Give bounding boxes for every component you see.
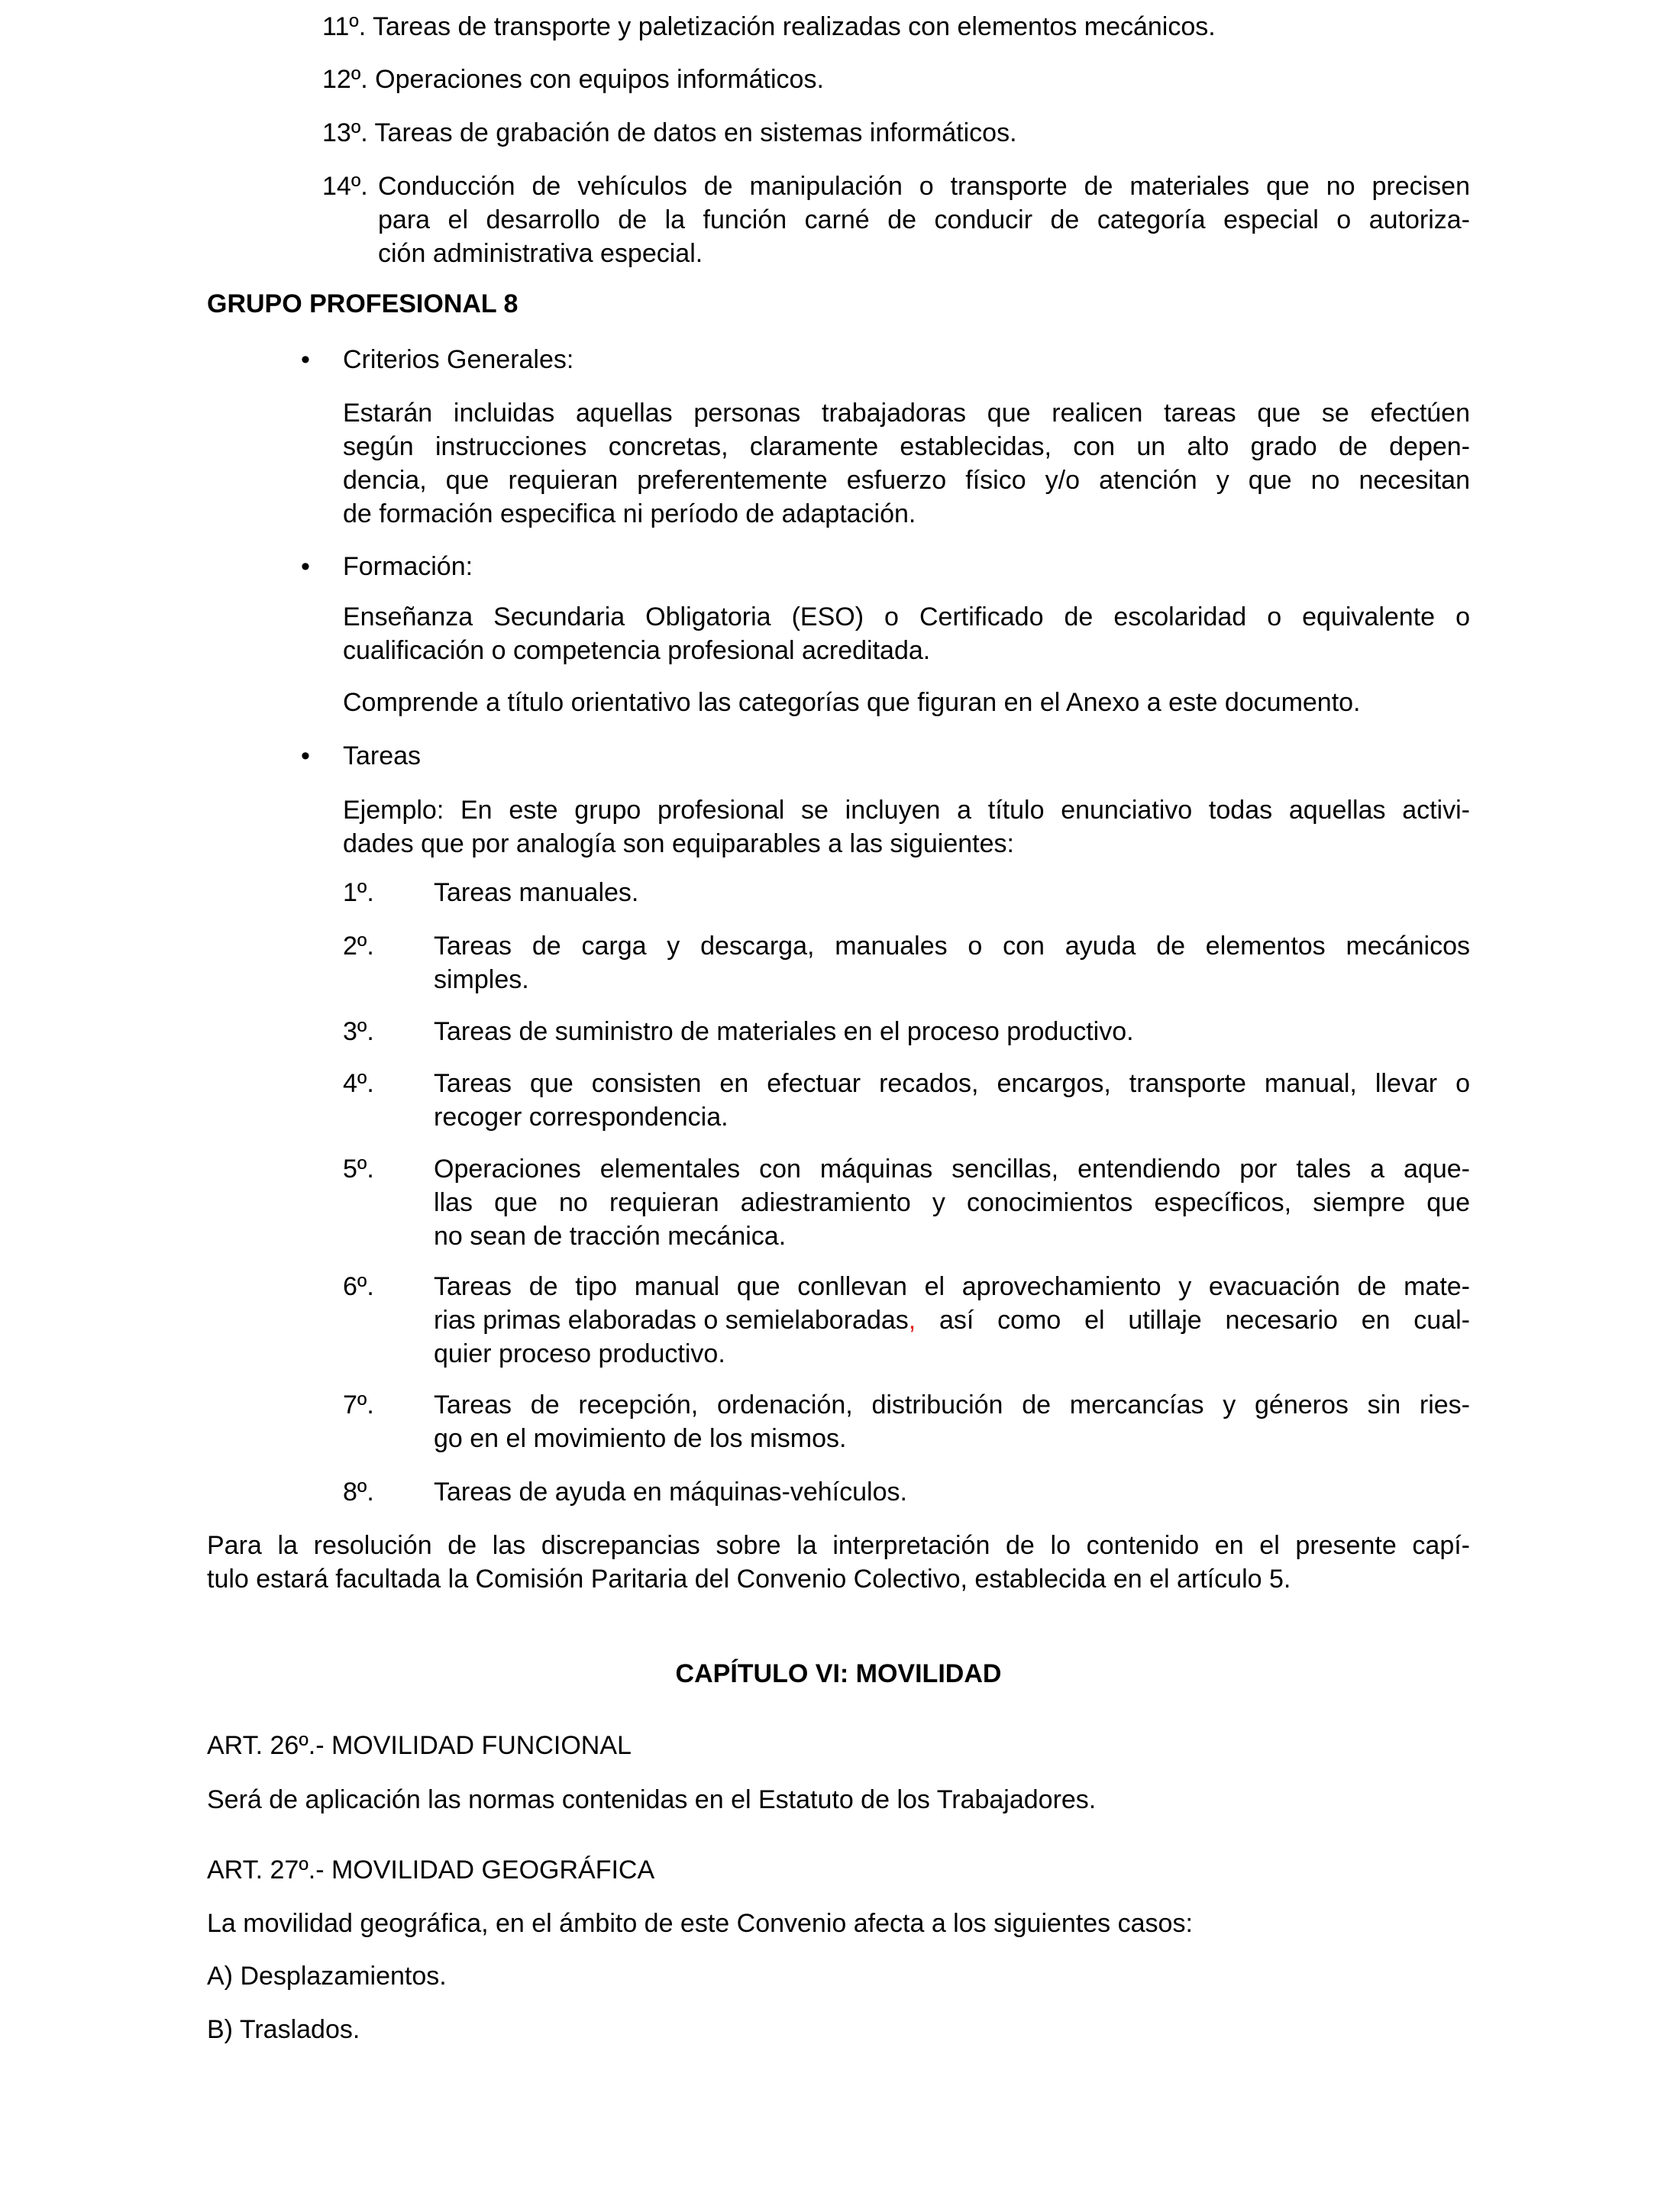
task-item <box>343 1388 1470 1455</box>
bullet-label: Tareas <box>343 741 422 770</box>
case-a: A) Desplazamientos. <box>207 1962 447 1991</box>
item-text-line <box>434 1303 1470 1337</box>
text-line: Estarán incluidas aquellas personas trabajadoras que realicen tareas que se efectúen <box>343 399 1470 428</box>
tareas-intro <box>343 793 1470 861</box>
item-text-line: Tareas de suministro de materiales en el proceso productivo. <box>434 1017 1134 1046</box>
formacion-paragraph <box>343 600 1470 667</box>
item-number: 4º. <box>343 1069 374 1098</box>
item-number: 6º. <box>343 1272 374 1301</box>
article-27-title: ART. 27º.- MOVILIDAD GEOGRÁFICA <box>207 1855 655 1885</box>
text-line: tulo estará facultada la Comisión Paritaria del Convenio Colectivo, establecida en el artículo 5. <box>207 1565 1291 1594</box>
item-text-line: no sean de tracción mecánica. <box>434 1222 787 1251</box>
item-text-line: Tareas de carga y descarga, manuales o con ayuda de elementos mecánicos <box>434 932 1470 961</box>
item-text-line: para el desarrollo de la función carné de conducir de categoría especial o autoriza- <box>378 205 1470 234</box>
task-item <box>343 1015 1470 1048</box>
list-item <box>322 170 1470 270</box>
task-item <box>343 929 1470 996</box>
item-number: 1º. <box>343 878 374 907</box>
item-text-line: Operaciones elementales con máquinas sencillas, entendiendo por tales a aque- <box>434 1155 1470 1184</box>
item-text-line: go en el movimiento de los mismos. <box>434 1424 847 1453</box>
case-b: B) Traslados. <box>207 2015 360 2044</box>
text-line: según instrucciones concretas, claramente establecidas, con un alto grado de depen- <box>343 432 1470 461</box>
group-heading: GRUPO PROFESIONAL 8 <box>207 289 519 318</box>
text-segment: rias primas elaboradas o semielaboradas <box>434 1306 909 1335</box>
bullet-label: Formación: <box>343 552 473 581</box>
bullet-icon: • <box>301 741 310 770</box>
item-text-line: Conducción de vehículos de manipulación o transporte de materiales que no precisen <box>378 172 1470 201</box>
task-item <box>343 1475 1470 1509</box>
item-text-line: Tareas de tipo manual que conllevan el aprovechamiento y evacuación de mate- <box>434 1272 1470 1301</box>
bullet-criterios <box>301 343 574 376</box>
bullet-formacion <box>301 550 473 583</box>
item-text-line: Tareas manuales. <box>434 878 639 907</box>
text-line: Enseñanza Secundaria Obligatoria (ESO) o Certificado de escolaridad o equivalente o <box>343 602 1470 631</box>
item-text: Operaciones con equipos informáticos. <box>375 65 824 94</box>
text-line: cualificación o competencia profesional acreditada. <box>343 636 931 665</box>
criterios-paragraph <box>343 396 1470 531</box>
text-line: dencia, que requieran preferentemente esfuerzo físico y/o atención y que no necesitan <box>343 466 1470 495</box>
text-line: de formación especifica ni período de adaptación. <box>343 499 916 528</box>
list-item <box>322 116 1470 150</box>
bullet-label: Criterios Generales: <box>343 345 574 374</box>
item-number: 13º. <box>322 118 368 147</box>
item-text-line: Tareas de ayuda en máquinas-vehículos. <box>434 1478 907 1507</box>
item-text-line: ción administrativa especial. <box>378 239 703 268</box>
chapter-title: CAPÍTULO VI: MOVILIDAD <box>675 1659 1002 1688</box>
closing-paragraph <box>207 1529 1470 1596</box>
task-item <box>343 1067 1470 1134</box>
article-26-title: ART. 26º.- MOVILIDAD FUNCIONAL <box>207 1731 632 1760</box>
item-text-line: llas que no requieran adiestramiento y conocimientos específicos, siempre que <box>434 1188 1470 1217</box>
text-line: Ejemplo: En este grupo profesional se incluyen a título enunciativo todas aquellas activi- <box>343 796 1470 825</box>
item-number: 3º. <box>343 1017 374 1046</box>
item-text-line: recoger correspondencia. <box>434 1103 729 1132</box>
item-number: 14º. <box>322 172 368 201</box>
item-number: 2º. <box>343 932 374 961</box>
text-line: dades que por analogía son equiparables a las siguientes: <box>343 829 1014 858</box>
item-number: 11º. <box>322 12 367 41</box>
bullet-icon: • <box>301 345 310 374</box>
formacion-note: Comprende a título orientativo las categorías que figuran en el Anexo a este documento. <box>343 688 1361 717</box>
item-number: 5º. <box>343 1155 374 1184</box>
task-item <box>343 1270 1470 1371</box>
article-26-text: Será de aplicación las normas contenidas en el Estatuto de los Trabajadores. <box>207 1785 1097 1814</box>
item-text-line: quier proceso productivo. <box>434 1339 725 1368</box>
red-comma-mark: , <box>908 1306 916 1335</box>
bullet-icon: • <box>301 552 310 581</box>
text-segment: así como el utillaje necesario en cual- <box>916 1306 1470 1335</box>
item-text: Tareas de grabación de datos en sistemas informáticos. <box>374 118 1017 147</box>
item-text: Tareas de transporte y paletización realizadas con elementos mecánicos. <box>373 12 1216 41</box>
text-line: Para la resolución de las discrepancias sobre la interpretación de lo contenido en el presente capí- <box>207 1531 1470 1560</box>
bullet-tareas <box>301 739 422 773</box>
item-number: 8º. <box>343 1478 374 1507</box>
item-number: 12º. <box>322 65 368 94</box>
item-number: 7º. <box>343 1390 374 1419</box>
list-item <box>322 10 1470 44</box>
task-item <box>343 876 1470 909</box>
item-text-line: Tareas de recepción, ordenación, distribución de mercancías y géneros sin ries- <box>434 1390 1470 1419</box>
item-text-line: simples. <box>434 965 529 994</box>
list-item <box>322 63 1470 96</box>
item-text-line: Tareas que consisten en efectuar recados, encargos, transporte manual, llevar o <box>434 1069 1470 1098</box>
article-27-text: La movilidad geográfica, en el ámbito de este Convenio afecta a los siguientes casos: <box>207 1909 1193 1938</box>
task-item <box>343 1152 1470 1253</box>
